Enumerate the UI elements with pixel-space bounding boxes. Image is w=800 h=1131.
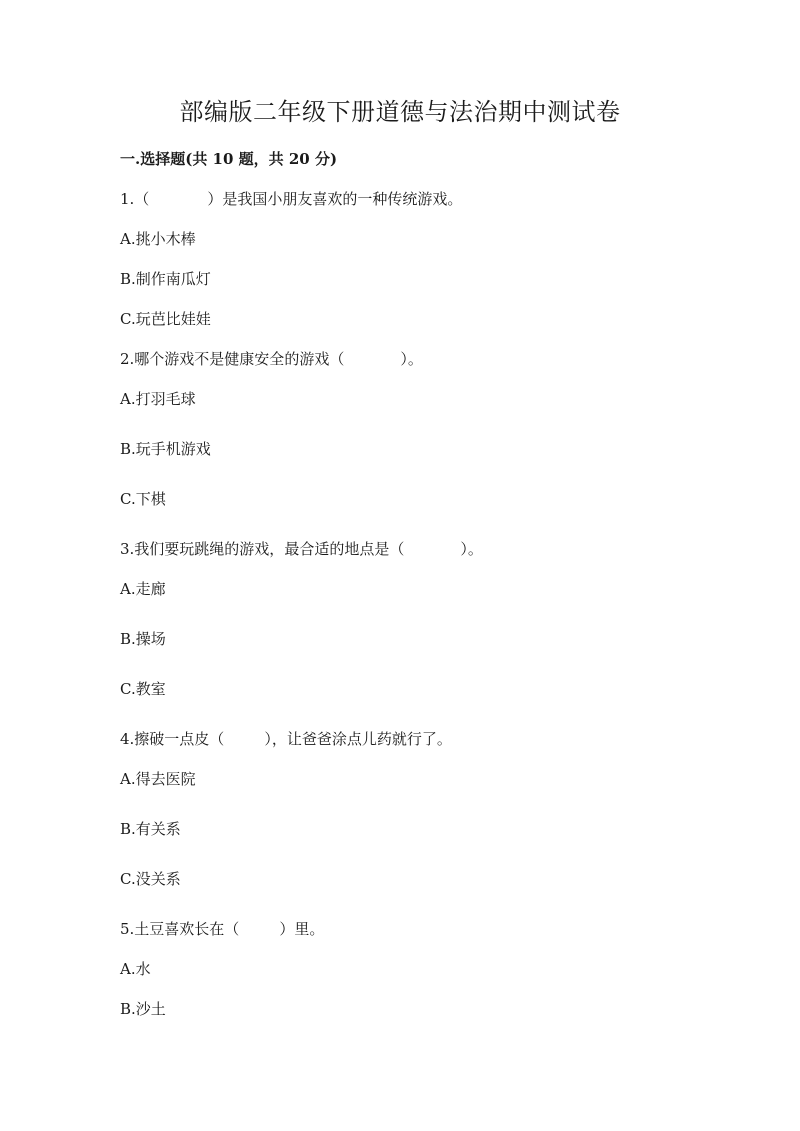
option-5a: A.水 xyxy=(120,960,151,978)
option-4a: A.得去医院 xyxy=(120,770,196,788)
question-5-stem-before: 5.土豆喜欢长在（ xyxy=(120,920,240,938)
question-3-stem-after: ）。 xyxy=(460,540,483,558)
option-3c: C.教室 xyxy=(120,680,166,698)
question-1 xyxy=(120,188,462,209)
question-4 xyxy=(120,728,452,749)
question-5 xyxy=(120,918,324,939)
option-1b: B.制作南瓜灯 xyxy=(120,270,211,288)
option-4b: B.有关系 xyxy=(120,820,181,838)
question-3 xyxy=(120,538,483,559)
question-4-stem-before: 4.擦破一点皮（ xyxy=(120,730,225,748)
option-3a: A.走廊 xyxy=(120,580,166,598)
question-2-stem-after: ）。 xyxy=(400,350,423,368)
question-1-stem-before: 1.（ xyxy=(120,190,150,208)
question-4-stem-after: ），让爸爸涂点儿药就行了。 xyxy=(264,730,452,748)
question-2-stem-before: 2.哪个游戏不是健康安全的游戏（ xyxy=(120,350,345,368)
question-2 xyxy=(120,348,423,369)
option-4c: C.没关系 xyxy=(120,870,181,888)
option-3b: B.操场 xyxy=(120,630,166,648)
question-1-stem-after: ）是我国小朋友喜欢的一种传统游戏。 xyxy=(207,190,463,208)
option-1c: C.玩芭比娃娃 xyxy=(120,310,211,328)
option-2b: B.玩手机游戏 xyxy=(120,440,211,458)
question-5-stem-after: ）里。 xyxy=(279,920,325,938)
option-2c: C.下棋 xyxy=(120,490,166,508)
question-3-stem-before: 3.我们要玩跳绳的游戏，最合适的地点是（ xyxy=(120,540,405,558)
option-1a: A.挑小木棒 xyxy=(120,230,196,248)
option-2a: A.打羽毛球 xyxy=(120,390,196,408)
page-title: 部编版二年级下册道德与法治期中测试卷 xyxy=(179,98,621,126)
section-heading: 一.选择题(共 10 题，共 20 分) xyxy=(120,150,338,168)
option-5b: B.沙土 xyxy=(120,1000,166,1018)
